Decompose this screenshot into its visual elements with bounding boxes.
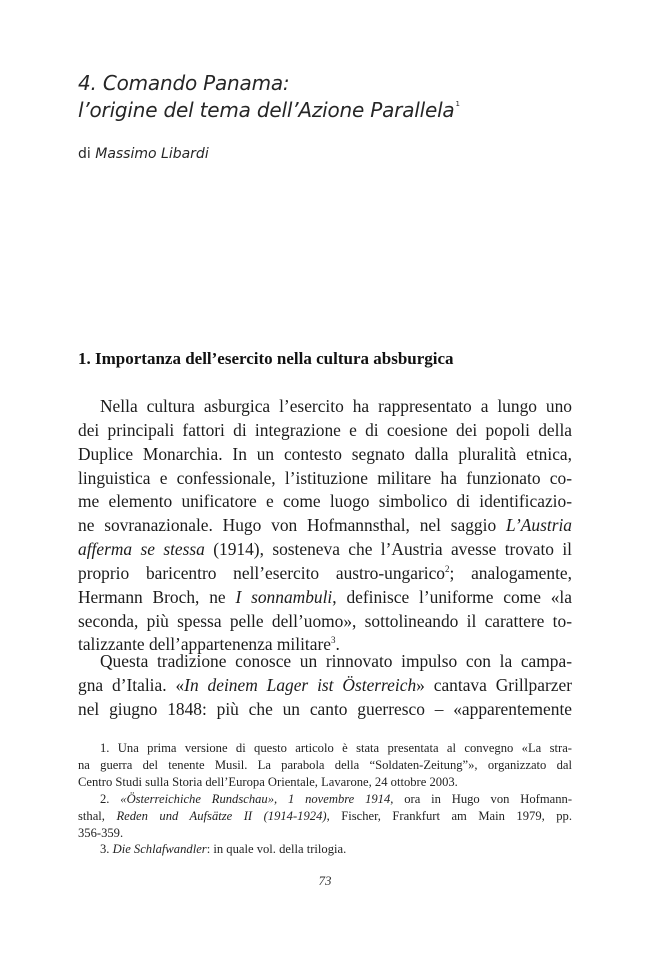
italic-quote: In deinem Lager ist Österreich (184, 674, 417, 695)
text-run: , Fischer, Frankfurt am Main 1979, pp. (326, 808, 572, 823)
section-heading: 1. Importanza dell’esercito nella cultura absburgica (78, 349, 454, 368)
chapter-title-line-2 (78, 97, 578, 124)
italic-source: Die Schlafwandler (112, 842, 207, 857)
text-run: proprio baricentro nell’esercito austro-ungarico (78, 562, 445, 583)
italic-title: I sonnambuli (235, 586, 333, 607)
text-run: . (335, 634, 340, 655)
text-run: ne sovranazionale. Hugo von Hofmannsthal, nel saggio (78, 515, 506, 536)
text-run: 3. (100, 842, 113, 857)
footnote-1-line: na guerra del tenente Musil. La parabola della “Soldaten-Zeitung”», organizzato dal (78, 757, 572, 772)
text-run: (1914), sosteneva che l’Austria avesse trovato il (204, 539, 572, 560)
text-line: nel giugno 1848: più che un canto guerresco – «apparentemente (78, 698, 572, 719)
text-run: » cantava Grillparzer (416, 674, 572, 695)
byline (78, 146, 209, 162)
paragraph-2 (78, 650, 572, 722)
text-run: 2. (100, 791, 121, 806)
text-run: Hermann Broch, ne (78, 586, 236, 607)
text-run: gna d’Italia. « (78, 674, 185, 695)
footnote-2-line: 356-359. (78, 825, 124, 840)
text-line: seconda, più spessa pelle dell’uomo», sottolineando il carattere to- (78, 610, 572, 631)
text-line: linguistica e confessionale, l’istituzione militare ha funzionato co- (78, 467, 572, 488)
text-run: , definisce l’uniforme come «la (332, 586, 572, 607)
text-line: Questa tradizione conosce un rinnovato impulso con la campa- (100, 651, 572, 671)
footnote-ref-1[interactable]: 1 (455, 100, 460, 108)
italic-source: «Österreichiche Rundschau», 1 novembre 1914 (120, 791, 391, 806)
text-line: dei principali fattori di integrazione e di coesione dei popoli della (78, 419, 572, 440)
text-run: ; analogamente, (449, 562, 572, 583)
footnote-1-line: 1. Una prima versione di questo articolo è stata presentata al convegno «La stra- (100, 741, 572, 755)
italic-title: afferma se stessa (78, 539, 205, 560)
chapter-title (78, 70, 578, 124)
text-line: me elemento unificatore e come luogo simbolico di identificazio- (78, 491, 572, 512)
text-line: Nella cultura asburgica l’esercito ha rappresentato a lungo uno (100, 396, 572, 416)
text-line (78, 562, 572, 586)
chapter-title-text: l’origine del tema dell’Azione Parallela (78, 98, 455, 122)
footnotes (78, 740, 572, 858)
footnote-1-line: Centro Studi sulla Storia dell’Europa Orientale, Lavarone, 24 ottobre 2003. (78, 774, 458, 789)
text-line (78, 514, 572, 538)
text-run: : in quale vol. della trilogia. (206, 842, 347, 857)
footnote-ref-2[interactable]: 2 (445, 563, 450, 574)
text-run: , ora in Hugo von Hofmann- (390, 791, 573, 806)
text-line (78, 586, 572, 610)
page-number: 73 (318, 873, 332, 888)
chapter-title-line-1: 4. Comando Panama: (78, 71, 290, 95)
paragraph-1 (78, 395, 572, 657)
byline-prefix: di (78, 146, 96, 162)
footnote-2-line (78, 791, 572, 808)
footnote-ref-3[interactable]: 3 (330, 635, 336, 646)
text-line (78, 674, 572, 698)
footnote-3-line (78, 841, 572, 858)
italic-title: L’Austria (505, 515, 572, 536)
text-line: Duplice Monarchia. In un contesto segnato dalla pluralità etnica, (78, 443, 572, 464)
author-name: Massimo Libardi (95, 146, 209, 162)
footnote-2-line (78, 808, 572, 825)
text-run: talizzante dell’appartenenza militare (78, 634, 331, 655)
text-line (78, 538, 572, 562)
italic-source: Reden und Aufsätze II (1914-1924) (116, 808, 327, 823)
text-run: sthal, (78, 808, 117, 823)
